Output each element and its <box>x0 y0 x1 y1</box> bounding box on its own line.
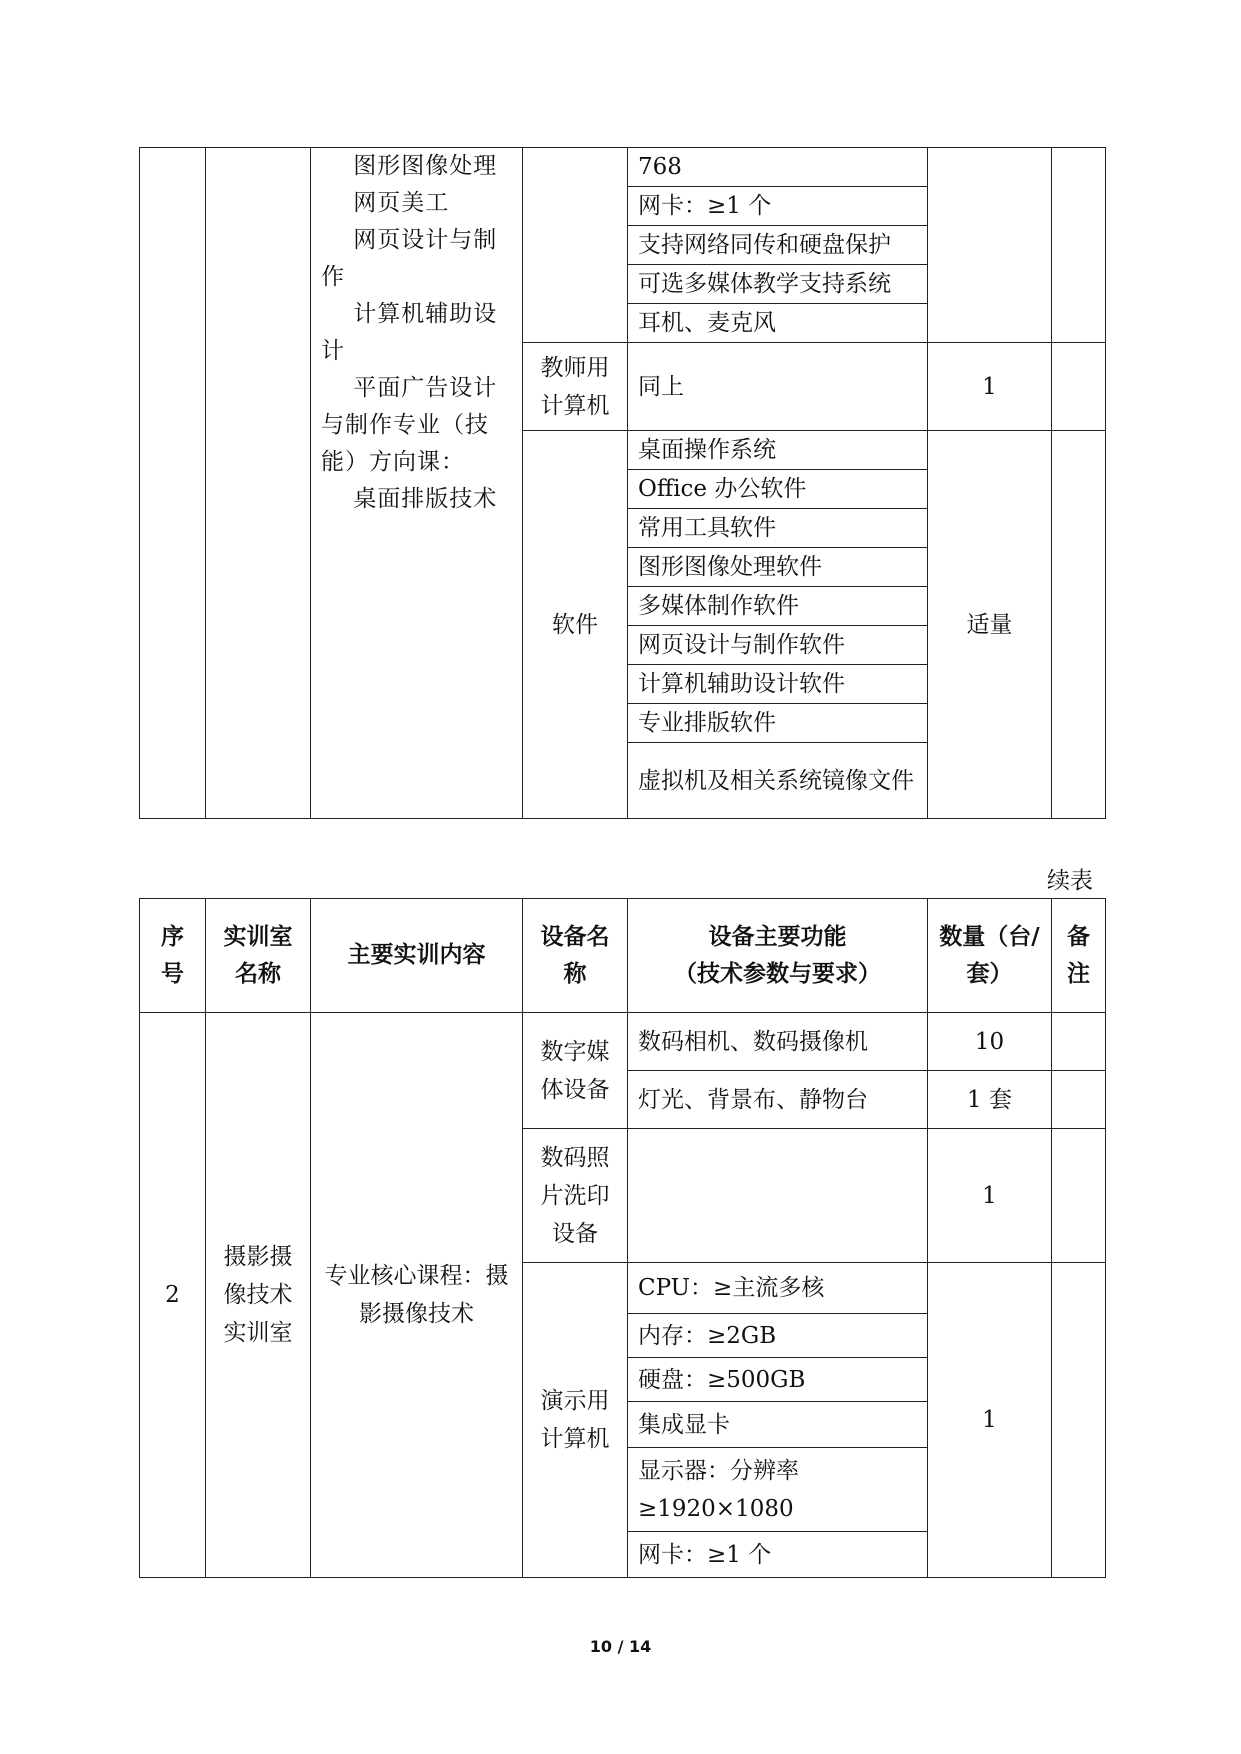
demo-pc-qty: 1 <box>928 1263 1052 1578</box>
software-item: 常用工具软件 <box>628 509 928 548</box>
spec-row: 网卡：≥1 个 <box>628 187 928 226</box>
seq-value: 2 <box>140 1013 206 1578</box>
software-item: 桌面操作系统 <box>628 431 928 470</box>
demo-pc-spec: 显示器：分辨率≥1920×1080 <box>628 1448 928 1532</box>
header-function-line2: （技术参数与要求） <box>674 960 881 987</box>
software-item: 网页设计与制作软件 <box>628 626 928 665</box>
header-device: 设备名称 <box>523 899 628 1013</box>
demo-pc-spec: 集成显卡 <box>628 1402 928 1448</box>
spec-row: 768 <box>628 148 928 187</box>
software-item: 多媒体制作软件 <box>628 587 928 626</box>
course-line: 图形图像处理 <box>353 153 498 179</box>
demo-pc-name: 演示用计算机 <box>523 1263 628 1578</box>
header-function-line1: 设备主要功能 <box>708 923 847 950</box>
note-cell-empty <box>1052 431 1106 819</box>
note-cell-empty <box>1052 148 1106 343</box>
course-line: 计算机辅助设计 <box>321 301 498 364</box>
software-item: 虚拟机及相关系统镜像文件 <box>628 743 928 819</box>
course-line: 网页设计与制作 <box>321 227 498 290</box>
course-content-cell <box>311 148 523 819</box>
header-note: 备注 <box>1052 899 1106 1013</box>
photo-print-name: 数码照片洗印设备 <box>523 1129 628 1263</box>
header-function <box>628 899 928 1013</box>
spec-row: 支持网络同传和硬盘保护 <box>628 226 928 265</box>
digital-media-name: 数字媒体设备 <box>523 1013 628 1129</box>
header-seq: 序号 <box>140 899 206 1013</box>
course-line: 网页美工 <box>353 190 450 216</box>
demo-pc-spec: 网卡：≥1 个 <box>628 1532 928 1578</box>
teacher-pc-qty: 1 <box>928 343 1052 431</box>
digital-media-qty: 1 套 <box>928 1071 1052 1129</box>
header-room: 实训室名称 <box>206 899 311 1013</box>
room-name: 摄影摄像技术实训室 <box>206 1013 311 1578</box>
spec-row: 耳机、麦克风 <box>628 304 928 343</box>
training-content: 专业核心课程：摄影摄像技术 <box>311 1013 523 1578</box>
note-cell-empty <box>1052 1129 1106 1263</box>
device-cell-empty <box>523 148 628 343</box>
header-qty: 数量（台/套） <box>928 899 1052 1013</box>
note-cell-empty <box>1052 343 1106 431</box>
photo-print-qty: 1 <box>928 1129 1052 1263</box>
teacher-pc-name: 教师用计算机 <box>523 343 628 431</box>
note-cell-empty <box>1052 1013 1106 1071</box>
teacher-pc-func: 同上 <box>628 343 928 431</box>
header-content: 主要实训内容 <box>311 899 523 1013</box>
room-cell-empty <box>206 148 311 819</box>
note-cell-empty <box>1052 1263 1106 1578</box>
digital-media-qty: 10 <box>928 1013 1052 1071</box>
page-number: 10 / 14 <box>589 1637 652 1656</box>
course-line: 桌面排版技术 <box>353 486 498 512</box>
demo-pc-spec: 内存：≥2GB <box>628 1314 928 1358</box>
demo-pc-spec: CPU：≥主流多核 <box>628 1263 928 1314</box>
software-qty: 适量 <box>928 431 1052 819</box>
continued-label: 续表 <box>1047 868 1093 894</box>
qty-cell-empty <box>928 148 1052 343</box>
course-line: 平面广告设计与制作专业（技能）方向课： <box>321 375 498 475</box>
digital-media-func: 数码相机、数码摄像机 <box>628 1013 928 1071</box>
note-cell-empty <box>1052 1071 1106 1129</box>
software-name: 软件 <box>523 431 628 819</box>
equipment-table-continued <box>139 147 1106 819</box>
software-item: Office 办公软件 <box>628 470 928 509</box>
photo-print-func <box>628 1129 928 1263</box>
seq-cell-empty <box>140 148 206 819</box>
equipment-table <box>139 898 1106 1578</box>
spec-row: 可选多媒体教学支持系统 <box>628 265 928 304</box>
demo-pc-spec: 硬盘：≥500GB <box>628 1358 928 1402</box>
software-item: 计算机辅助设计软件 <box>628 665 928 704</box>
software-item: 图形图像处理软件 <box>628 548 928 587</box>
software-item: 专业排版软件 <box>628 704 928 743</box>
digital-media-func: 灯光、背景布、静物台 <box>628 1071 928 1129</box>
